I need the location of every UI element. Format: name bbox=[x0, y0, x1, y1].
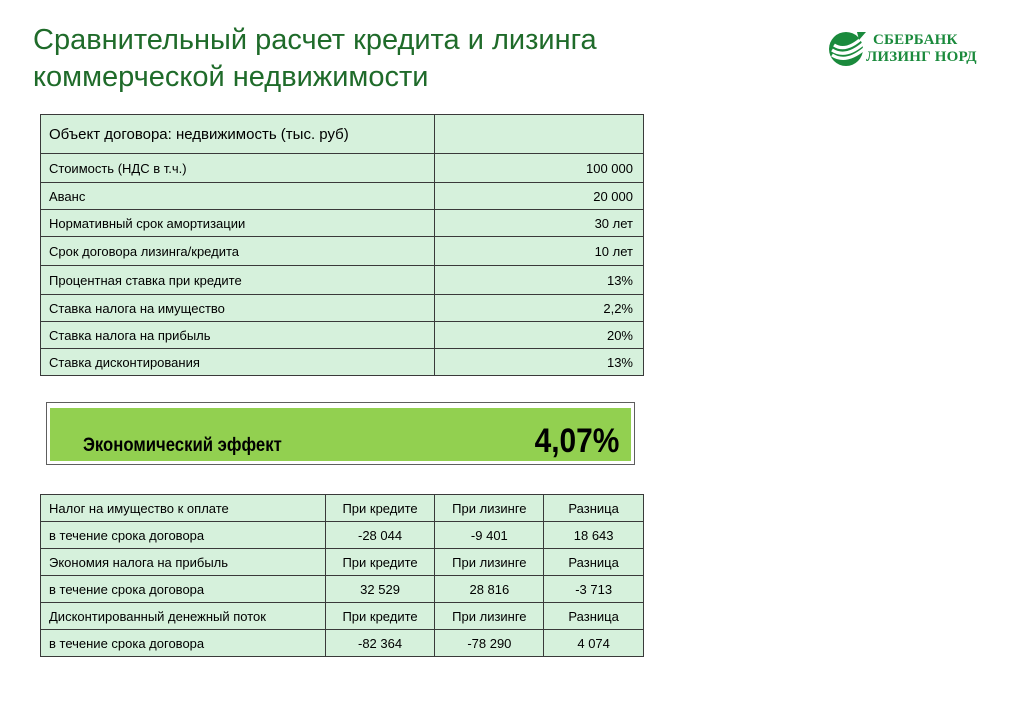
logo-line1: СБЕРБАНК bbox=[873, 32, 958, 48]
param-value: 2,2% bbox=[434, 295, 643, 322]
table-row bbox=[41, 603, 644, 630]
page-title-line2: коммерческой недвижимости bbox=[33, 61, 429, 93]
column-header-leasing: При лизинге bbox=[435, 495, 544, 522]
row-label: Дисконтированный денежный поток bbox=[41, 603, 326, 630]
column-header-difference: Разница bbox=[544, 495, 644, 522]
parameters-table bbox=[40, 114, 644, 376]
table-row bbox=[41, 210, 644, 237]
param-label: Ставка дисконтирования bbox=[41, 349, 435, 376]
page-title bbox=[33, 22, 733, 96]
credit-value: -28 044 bbox=[325, 522, 435, 549]
table-row bbox=[41, 522, 644, 549]
param-value: 13% bbox=[434, 266, 643, 295]
table-row bbox=[41, 576, 644, 603]
credit-value: -82 364 bbox=[325, 630, 435, 657]
param-value: 20 000 bbox=[434, 183, 643, 210]
param-label: Ставка налога на имущество bbox=[41, 295, 435, 322]
parameters-header-value bbox=[434, 115, 643, 154]
param-value: 10 лет bbox=[434, 237, 643, 266]
table-row bbox=[41, 549, 644, 576]
column-header-credit: При кредите bbox=[325, 603, 435, 630]
param-label: Срок договора лизинга/кредита bbox=[41, 237, 435, 266]
difference-value: 4 074 bbox=[544, 630, 644, 657]
row-label: Экономия налога на прибыль bbox=[41, 549, 326, 576]
table-row bbox=[41, 237, 644, 266]
param-value: 30 лет bbox=[434, 210, 643, 237]
table-row bbox=[41, 183, 644, 210]
table-row bbox=[41, 630, 644, 657]
param-label: Нормативный срок амортизации bbox=[41, 210, 435, 237]
param-label: Процентная ставка при кредите bbox=[41, 266, 435, 295]
difference-value: -3 713 bbox=[544, 576, 644, 603]
page-title-line1: Сравнительный расчет кредита и лизинга bbox=[33, 24, 597, 56]
table-row bbox=[41, 266, 644, 295]
parameters-header-row bbox=[41, 115, 644, 154]
leasing-value: -9 401 bbox=[435, 522, 544, 549]
logo-line2: ЛИЗИНГ НОРД bbox=[866, 49, 977, 65]
row-label: Налог на имущество к оплате bbox=[41, 495, 326, 522]
column-header-leasing: При лизинге bbox=[435, 603, 544, 630]
economic-effect-fill bbox=[50, 408, 631, 461]
column-header-credit: При кредите bbox=[325, 495, 435, 522]
column-header-credit: При кредите bbox=[325, 549, 435, 576]
row-label: в течение срока договора bbox=[41, 522, 326, 549]
column-header-difference: Разница bbox=[544, 549, 644, 576]
sberbank-leasing-logo bbox=[826, 28, 996, 74]
sberbank-leaf-icon bbox=[826, 28, 868, 70]
leasing-value: -78 290 bbox=[435, 630, 544, 657]
row-label: в течение срока договора bbox=[41, 576, 326, 603]
comparison-table bbox=[40, 494, 644, 657]
table-row bbox=[41, 154, 644, 183]
economic-effect-label: Экономический эффект bbox=[83, 435, 282, 456]
parameters-header-label: Объект договора: недвижимость (тыс. руб) bbox=[41, 115, 435, 154]
table-row bbox=[41, 295, 644, 322]
economic-effect-box bbox=[46, 402, 635, 465]
row-label: в течение срока договора bbox=[41, 630, 326, 657]
param-value: 100 000 bbox=[434, 154, 643, 183]
credit-value: 32 529 bbox=[325, 576, 435, 603]
table-row bbox=[41, 322, 644, 349]
difference-value: 18 643 bbox=[544, 522, 644, 549]
param-value: 13% bbox=[434, 349, 643, 376]
leasing-value: 28 816 bbox=[435, 576, 544, 603]
table-row bbox=[41, 495, 644, 522]
economic-effect-value: 4,07% bbox=[534, 422, 619, 460]
param-label: Аванс bbox=[41, 183, 435, 210]
column-header-leasing: При лизинге bbox=[435, 549, 544, 576]
table-row bbox=[41, 349, 644, 376]
column-header-difference: Разница bbox=[544, 603, 644, 630]
param-label: Стоимость (НДС в т.ч.) bbox=[41, 154, 435, 183]
param-value: 20% bbox=[434, 322, 643, 349]
param-label: Ставка налога на прибыль bbox=[41, 322, 435, 349]
